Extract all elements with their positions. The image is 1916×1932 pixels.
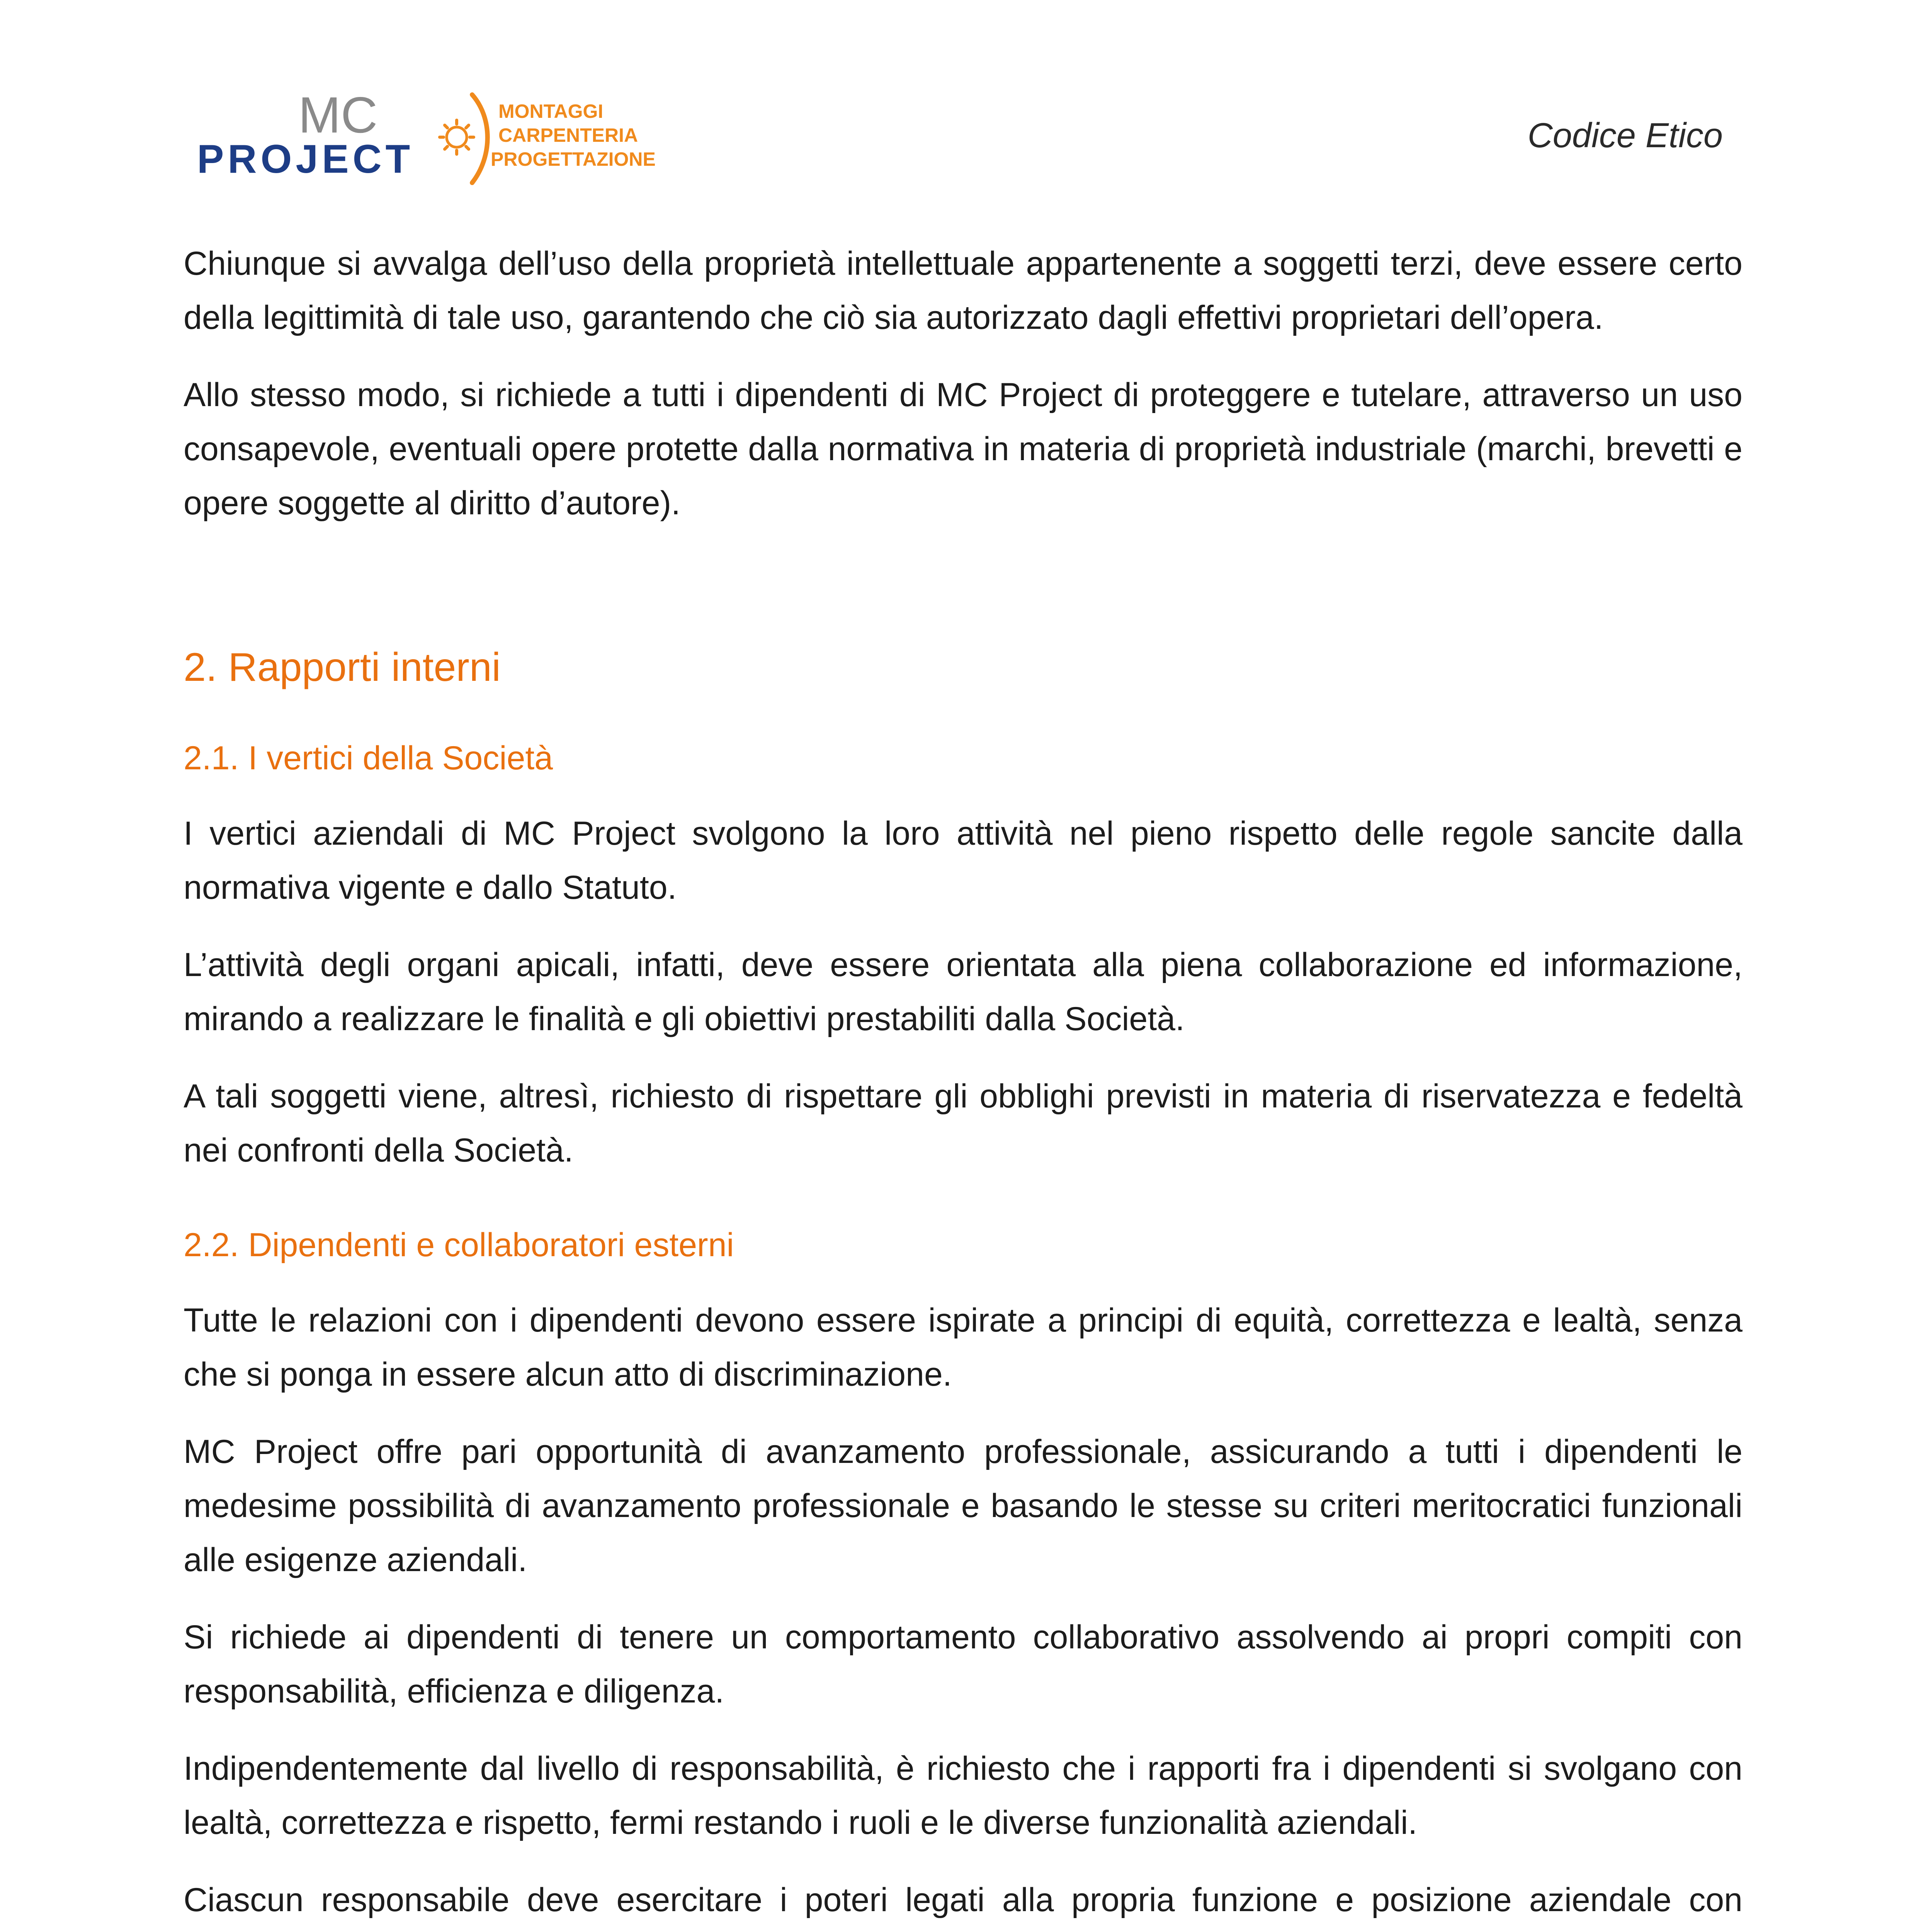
logo-line-carpenteria: CARPENTERIA (498, 124, 638, 146)
body-paragraph: L’attività degli organi apicali, infatti, deve essere orientata alla piena collaborazione ed informazione, mirando a realizzare le finalità e gli obiettivi prestabiliti dalla Società. (184, 946, 1743, 1037)
page-content (184, 236, 1743, 1932)
page-header (0, 0, 1916, 201)
company-logo (197, 87, 661, 187)
logo-project-text: PROJECT (197, 137, 414, 182)
body-paragraph: Si richiede ai dipendenti di tenere un comportamento collaborativo assolvendo ai propri compiti con responsabilità, efficienza e diligenza. (184, 1619, 1743, 1710)
logo-line-montaggi: MONTAGGI (498, 100, 604, 122)
body-paragraph: I vertici aziendali di MC Project svolgono la loro attività nel pieno rispetto delle regole sancite dalla normativa vigente e dallo Statuto. (184, 815, 1743, 906)
logo-line-progettazione: PROGETTAZIONE (491, 148, 656, 170)
logo-mc-text: MC (298, 87, 378, 143)
body-paragraph: MC Project offre pari opportunità di avanzamento professionale, assicurando a tutti i dipendenti le medesime possibilità di avanzamento professionale e basando le stesse su criteri meritocratici funzionali alle esigenze aziendali. (184, 1433, 1743, 1578)
mc-project-logo-graphic (197, 87, 661, 187)
document-title: Codice Etico (1527, 116, 1723, 155)
body-paragraph: Ciascun responsabile deve esercitare i poteri legati alla propria funzione e posizione aziendale con (184, 1881, 1743, 1918)
gear-icon (440, 120, 474, 154)
intro-paragraph: Allo stesso modo, si richiede a tutti i dipendenti di MC Project di proteggere e tutelare, attraverso un uso consapevole, eventuali opere protette dalla normativa in materia di proprietà industriale (marchi, brevetti e opere soggette al diritto d’autore). (184, 376, 1743, 522)
body-paragraph: A tali soggetti viene, altresì, richiesto di rispettare gli obblighi previsti in materia di riservatezza e fedeltà nei confronti della Società. (184, 1078, 1743, 1169)
subsection-heading: 2.1. I vertici della Società (184, 740, 553, 777)
body-paragraph: Indipendentemente dal livello di responsabilità, è richiesto che i rapporti fra i dipendenti si svolgano con lealtà, correttezza e rispetto, fermi restando i ruoli e le diverse funzionalità aziendali. (184, 1750, 1743, 1841)
body-paragraph: Tutte le relazioni con i dipendenti devono essere ispirate a principi di equità, correttezza e lealtà, senza che si ponga in essere alcun atto di discriminazione. (184, 1302, 1743, 1393)
subsection-heading: 2.2. Dipendenti e collaboratori esterni (184, 1226, 734, 1264)
arc-mark-icon (472, 95, 488, 183)
intro-paragraph: Chiunque si avvalga dell’uso della proprietà intellettuale appartenente a soggetti terzi, deve essere certo della legittimità di tale uso, garantendo che ciò sia autorizzato dagli effettivi proprietari dell’opera. (184, 245, 1743, 336)
section-heading: 2. Rapporti interni (184, 645, 501, 690)
